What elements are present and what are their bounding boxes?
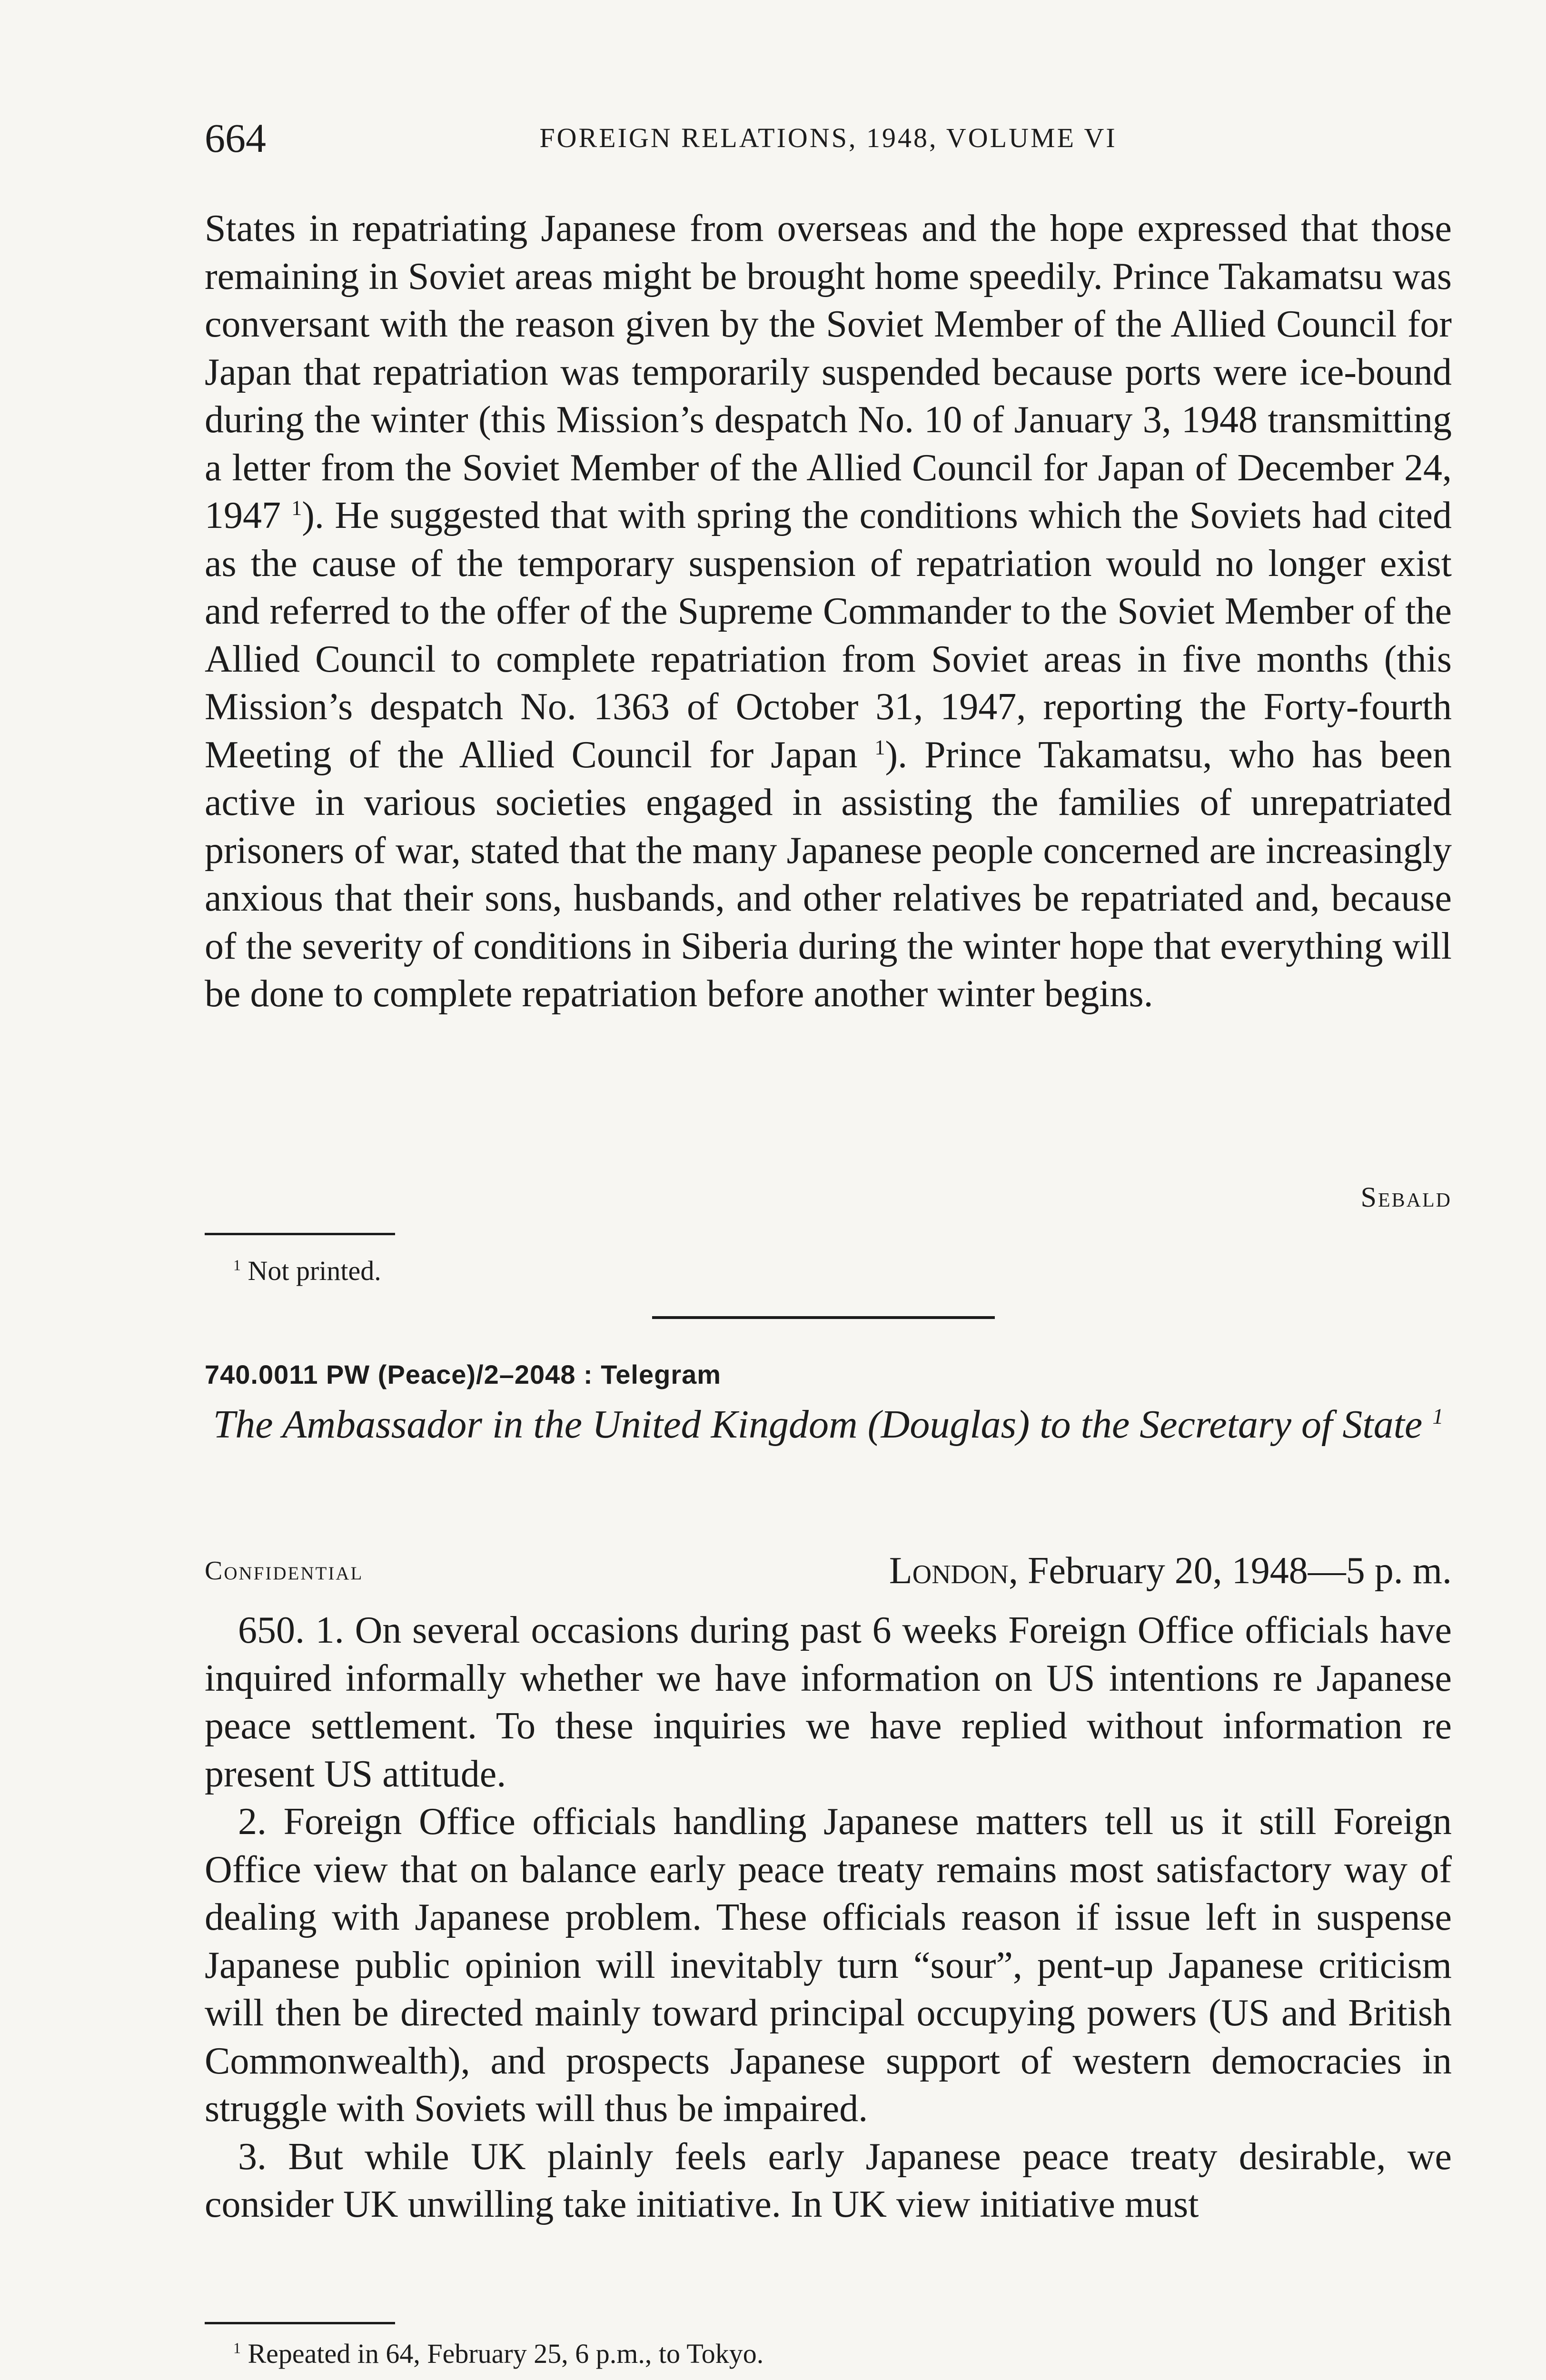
section-separator (652, 1316, 995, 1319)
telegram-paragraph-1: 650. 1. On several occasions during past 6 weeks Foreign Office officials have inquired informally whether we have information on US intentions re Japanese peace settlement. To these inquiries we have replied without information re present US attitude. (205, 1609, 1452, 1795)
footnote-text: Not printed. (248, 1255, 381, 1286)
page-number: 664 (205, 115, 266, 161)
footnote-rule (205, 1233, 395, 1235)
telegram-paragraph-2: 2. Foreign Office officials handling Japanese matters tell us it still Foreign Office view that on balance early peace treaty remains most satisfactory way of dealing with Japanese problem. These officials reason if issue left in suspense Japanese public opinion will inevitably turn “sour”, pent-up Japanese criticism will then be directed mainly toward principal occupying powers (US and British Commonwealth), and prospects Japanese support of western democracies in struggle with Soviets will thus be impaired. (205, 1801, 1452, 2130)
footnote-marker: 1 (1432, 1404, 1444, 1428)
telegram-body (205, 1606, 1452, 2229)
continuation-text-middle: ). He suggested that with spring the conditions which the Soviets had cited as the cause of the temporary suspension of repatriation would no longer exist and referred to the offer of the Supreme Commander to the Soviet Member of the Allied Council to complete repatriation from Soviet areas in five months (this Mission’s despatch No. 1363 of October 31, 1947, reporting the Forty-fourth Meeting of the Allied Council for Japan (205, 495, 1452, 776)
footnote-number: 1 (233, 2340, 241, 2357)
continuation-text-start: States in repatriating Japanese from overseas and the hope expressed that those remaining in Soviet areas might be brought home speedily. Prince Takamatsu was conversant with the reason given by the Soviet Member of the Allied Council for Japan that repatriation was temporarily suspended because ports were ice-bound during the winter (this Mission’s despatch No. 10 of January 3, 1948 transmitting a letter from the Soviet Member of the Allied Council for Japan of December 24, 1947 (205, 208, 1452, 536)
footnote-number: 1 (233, 1257, 241, 1274)
footnote-marker: 1 (874, 735, 885, 759)
running-head (205, 112, 1452, 164)
telegram-paragraph-3: 3. But while UK plainly feels early Japanese peace treaty desirable, we consider UK unwilling take initiative. In UK view initiative must (205, 2135, 1452, 2225)
document-header-row (205, 1547, 1452, 1595)
continuation-text-end: ). Prince Takamatsu, who has been active in various societies engaged in assisting the families of unrepatriated prisoners of war, stated that the many Japanese people concerned are increasingly anxious that their sons, husbands, and other relatives be repatriated and, because of the severity of conditions in Siberia during the winter hope that everything will be done to complete repatriation before another winter begins. (205, 734, 1452, 1015)
footnote-text: Repeated in 64, February 25, 6 p.m., to Tokyo. (248, 2338, 764, 2369)
document-page (205, 0, 1452, 2380)
file-reference: 740.0011 PW (Peace)/2–2048 : Telegram (205, 1359, 722, 1389)
footnote-marker: 1 (291, 496, 302, 520)
dateline (889, 1547, 1452, 1595)
document-title-text: The Ambassador in the United Kingdom (Douglas) to the Secretary of State (213, 1402, 1423, 1447)
classification: Confidential (205, 1556, 364, 1586)
footnote-not-printed (233, 1252, 381, 1290)
document-title (205, 1399, 1452, 1450)
footnote-rule (205, 2322, 395, 2324)
continuation-paragraph (205, 205, 1452, 1018)
running-title: FOREIGN RELATIONS, 1948, VOLUME VI (539, 122, 1117, 153)
dateline-place: London (889, 1550, 1009, 1592)
footnote-repeated (233, 2335, 763, 2373)
dateline-date: , February 20, 1948—5 p. m. (1008, 1550, 1452, 1592)
signature: Sebald (1360, 1181, 1452, 1213)
